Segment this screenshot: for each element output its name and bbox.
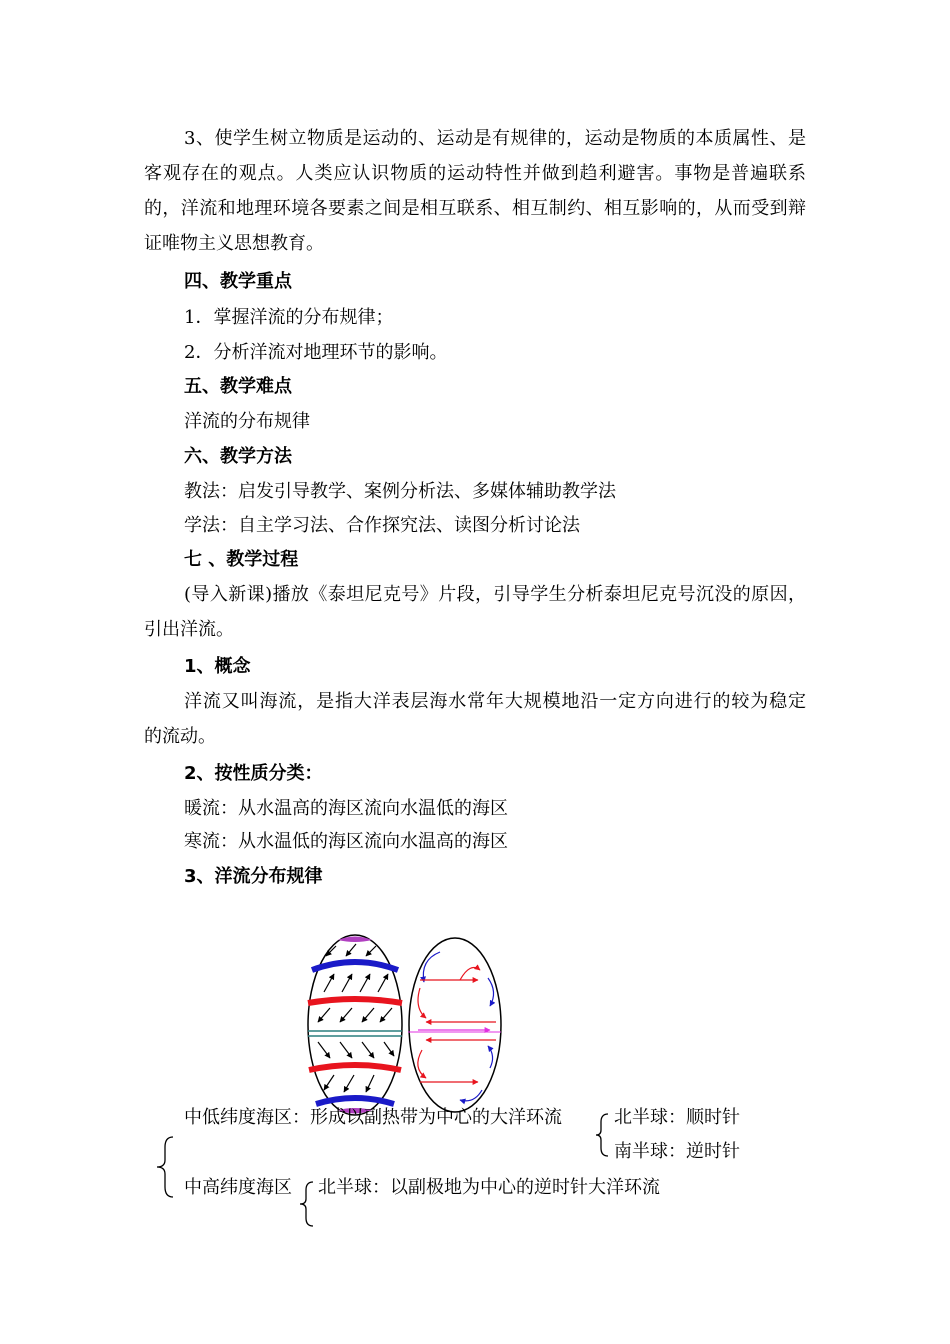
mid-high-latitude-text: 中高纬度海区 <box>184 1177 292 1198</box>
heading-methods: 六、教学方法 <box>184 446 292 467</box>
ocean-current-globe <box>409 938 501 1112</box>
objective-line-4: 证唯物主义思想教育。 <box>144 233 324 254</box>
objective-line-1: 3、使学生树立物质是运动的、运动是有规律的，运动是物质的本质属性、是 <box>184 128 806 149</box>
ocean-current-diagram <box>300 930 510 1120</box>
objective-line-2: 客观存在的观点。人类应认识物质的运动特性并做到趋利避害。事物是普遍联系 <box>144 163 806 184</box>
cold-current-def: 寒流：从水温低的海区流向水温高的海区 <box>184 831 508 852</box>
intro-line-2: 引出洋流。 <box>144 619 234 640</box>
south-subtropical-high <box>309 1065 401 1070</box>
key-point-1: 1．掌握洋流的分布规律； <box>184 307 394 328</box>
learning-method: 学法：自主学习法、合作探究法、读图分析讨论法 <box>184 515 580 536</box>
concept-line-1: 洋流又叫海流，是指大洋表层海水常年大规模地沿一定方向进行的较为稳定 <box>184 691 806 712</box>
intro-line-1: (导入新课)播放《泰坦尼克号》片段，引导学生分析泰坦尼克号沉没的原因， <box>184 584 806 605</box>
north-subtropical-high <box>308 999 402 1003</box>
low-mid-latitude-text: 中低纬度海区：形成以副热带为中心的大洋环流 <box>184 1107 562 1128</box>
heading-concept: 1、概念 <box>184 656 251 677</box>
difficulty-text: 洋流的分布规律 <box>184 411 310 432</box>
heading-distribution: 3、洋流分布规律 <box>184 866 323 887</box>
heading-key-points: 四、教学重点 <box>184 271 292 292</box>
north-subpolar-low <box>312 962 398 970</box>
south-subpolar-low <box>316 1098 394 1104</box>
current-arrows <box>418 952 496 1101</box>
warm-current-def: 暖流：从水温高的海区流向水温低的海区 <box>184 798 508 819</box>
objective-line-3: 的，洋流和地理环境各要素之间是相互联系、相互制约、相互影响的，从而受到辩 <box>144 198 806 219</box>
teaching-method: 教法：启发引导教学、案例分析法、多媒体辅助教学法 <box>184 481 616 502</box>
north-clockwise: 北半球：顺时针 <box>614 1107 740 1128</box>
region-brace <box>154 1135 176 1199</box>
north-subpolar-circulation: 北半球：以副极地为中心的逆时针大洋环流 <box>318 1177 660 1198</box>
mid-high-brace <box>298 1180 316 1228</box>
concept-line-2: 的流动。 <box>144 726 216 747</box>
heading-classification: 2、按性质分类： <box>184 763 323 784</box>
hemisphere-brace <box>594 1112 610 1158</box>
heading-process: 七 、教学过程 <box>184 549 299 570</box>
heading-difficulty: 五、教学难点 <box>184 376 292 397</box>
south-counterclockwise: 南半球：逆时针 <box>614 1141 740 1162</box>
key-point-2: 2．分析洋流对地理环节的影响。 <box>184 342 448 363</box>
